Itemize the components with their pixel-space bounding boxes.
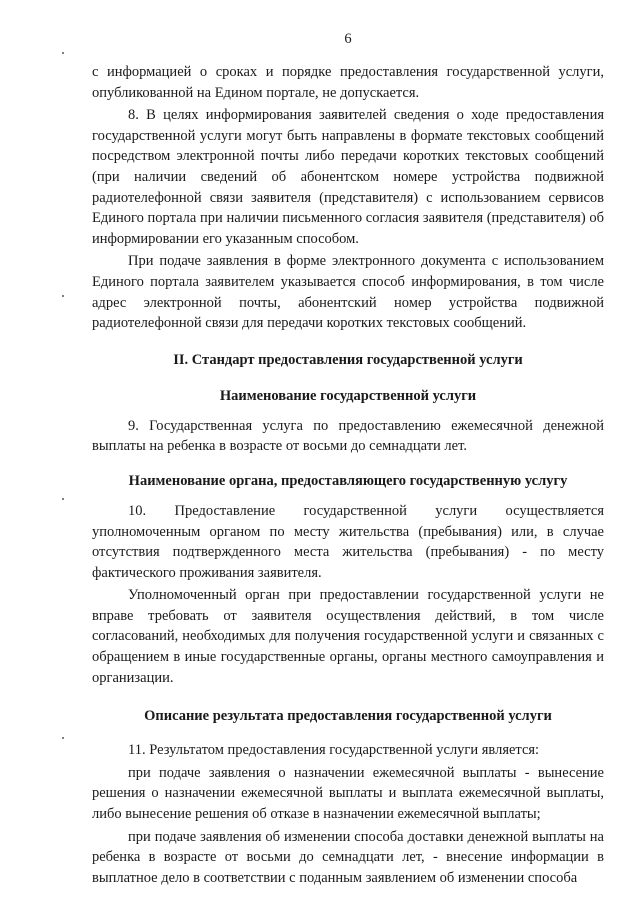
scan-mark (62, 295, 64, 297)
section-heading-standard: II. Стандарт предоставления государственной услуги (173, 351, 523, 368)
scan-mark (62, 737, 64, 739)
paragraph-10: 10. Предоставление государственной услуги осуществляется уполномоченным органом по месту жительства (пребывания) или, в случае отсутствия подтвержденного места жительства (пребывания) - по месту фактического проживания заявителя. (92, 502, 604, 581)
heading-service-name: Наименование государственной услуги (219, 387, 477, 404)
paragraph-11: 11. Результатом предоставления государственной услуги является: (128, 742, 540, 759)
heading-authority: Наименование органа, предоставляющего государственную услугу (128, 472, 568, 489)
paragraph-continuation: с информацией о сроках и порядке предоставления государственной услуги, опубликованной на Едином портале, не допускается. (92, 64, 604, 101)
paragraph-11-assignment: при подаче заявления о назначении ежемесячной выплаты - вынесение решения о назначении ежемесячной выплаты и выплата ежемесячной выплаты, либо вынесение решения об отказе в назначении ежемесячной выплаты; (92, 764, 604, 823)
paragraph-8-informing-method: При подаче заявления в форме электронного документа с использованием Единого портала заявителем указывается способ информирования, в том числе адрес электронной почты, абонентский номер устройства подвижной радиотелефонной связи для передачи коротких текстовых сообщений. (92, 253, 604, 332)
paragraph-8: 8. В целях информирования заявителей сведения о ходе предоставления государственной услуги могут быть направлены в формате текстовых сообщений посредством электронной почты либо передачи коротких текстовых сообщений (при наличии сведений об абонентском номере устройства подвижной радиотелефонной связи заявителя (представителя) с использованием сервисов Единого портала при наличии письменного согласия заявителя (представителя) об информировании его указанным способом. (92, 107, 604, 247)
paragraph-10-restrictions: Уполномоченный орган при предоставлении государственной услуги не вправе требовать от заявителя осуществления действий, в том числе согласований, необходимых для получения государственной услуги и связанных с обращением в иные государственные органы, органы местного самоуправления и организации. (92, 587, 604, 686)
paragraph-9: 9. Государственная услуга по предоставлению ежемесячной денежной выплаты на ребенка в возрасте от восьми до семнадцати лет. (92, 417, 604, 455)
paragraph-11-delivery-change: при подаче заявления об изменении способа доставки денежной выплаты на ребенка в возрасте от восьми до семнадцати лет, - внесение информации в выплатное дело в соответствии с поданным заявлением об изменении способа (92, 828, 604, 886)
page-number: 6 (344, 31, 352, 47)
scan-mark (62, 498, 64, 500)
scan-mark (62, 52, 64, 54)
heading-result: Описание результата предоставления государственной услуги (144, 708, 552, 725)
